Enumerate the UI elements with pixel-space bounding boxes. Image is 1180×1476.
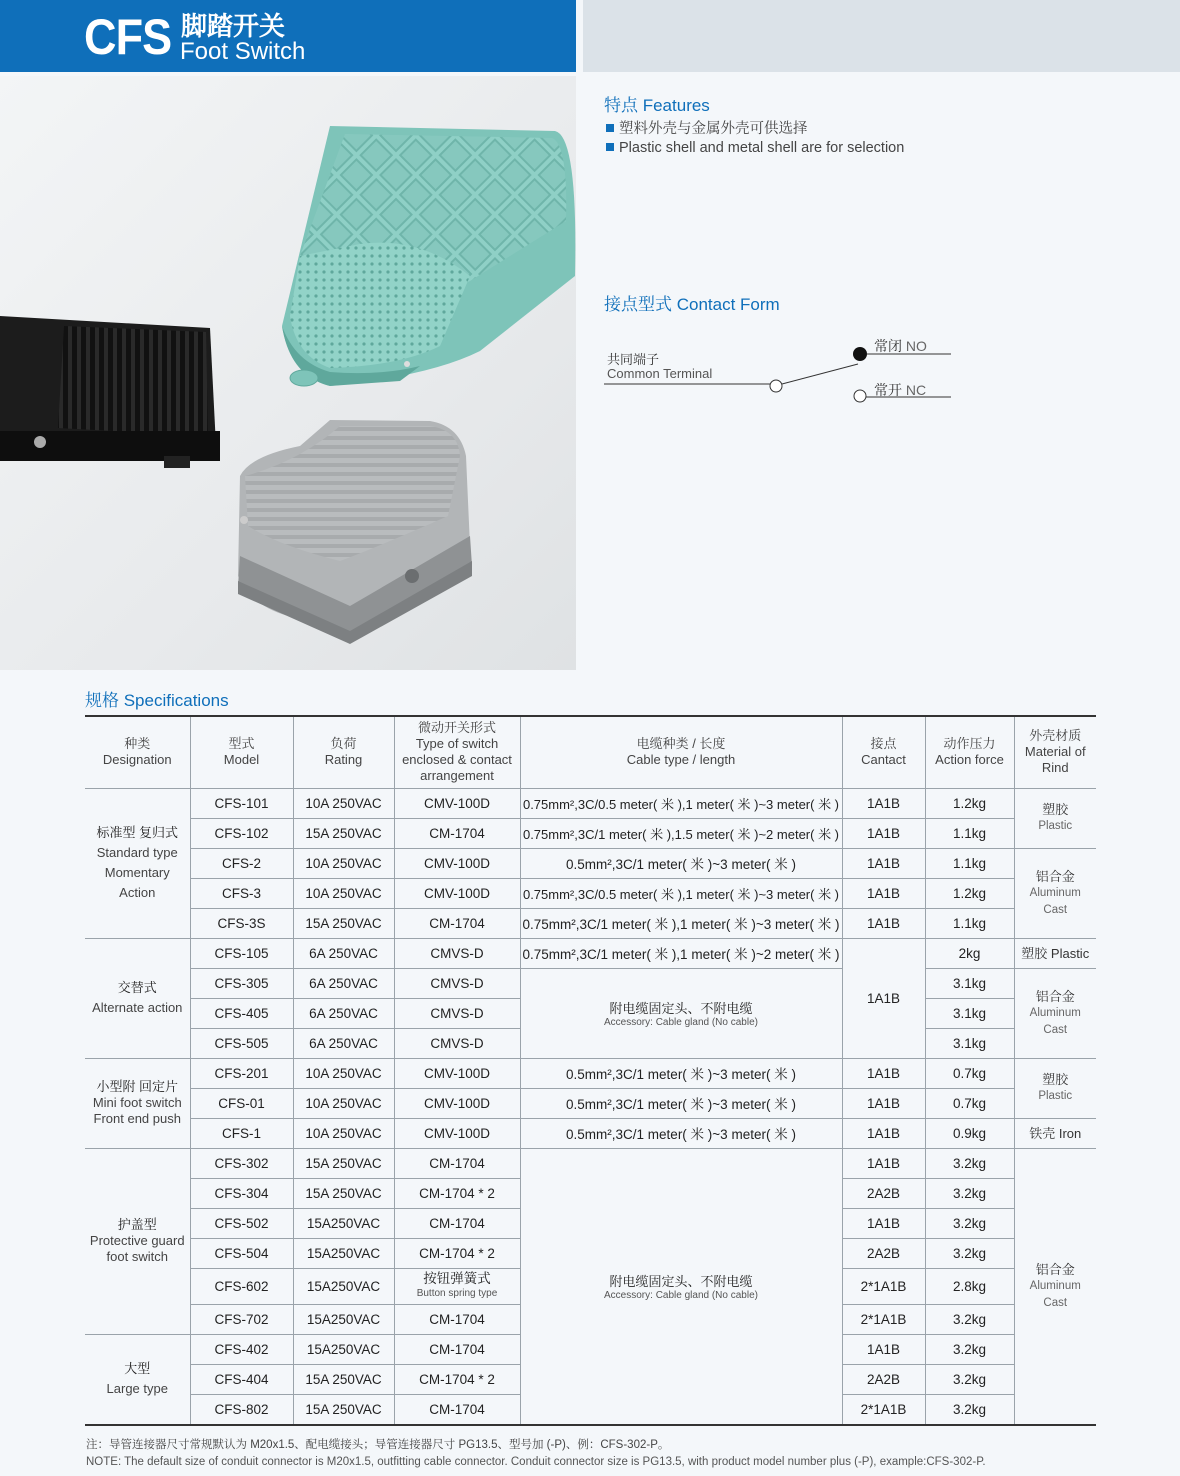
cell-contact: 1A1B — [842, 878, 925, 908]
group-alternate: 交替式 Alternate action — [85, 938, 190, 1058]
cell-contact: 2A2B — [842, 1238, 925, 1268]
cell-model: CFS-802 — [190, 1394, 293, 1425]
cell-model: CFS-505 — [190, 1028, 293, 1058]
header-switch: 微动开关形式 Type of switch enclosed & contact arrangement — [394, 716, 520, 788]
cell-rating: 10A 250VAC — [293, 848, 394, 878]
cell-contact: 1A1B — [842, 1058, 925, 1088]
cell-force: 1.2kg — [925, 788, 1014, 818]
cell-rating: 6A 250VAC — [293, 938, 394, 968]
cell-switch: CMV-100D — [394, 1058, 520, 1088]
cell-switch: CM-1704 * 2 — [394, 1364, 520, 1394]
table-row — [85, 1148, 1096, 1178]
cell-cable: 0.75mm²,3C/0.5 meter( 米 ),1 meter( 米 )~3 meter( 米 ) — [520, 788, 842, 818]
cell-switch: CM-1704 — [394, 1304, 520, 1334]
cell-cable: 0.5mm²,3C/1 meter( 米 )~3 meter( 米 ) — [520, 1118, 842, 1148]
table-row — [85, 878, 1096, 908]
cell-force: 3.2kg — [925, 1208, 1014, 1238]
bullet-square-icon — [606, 143, 614, 151]
cell-switch: CM-1704 — [394, 818, 520, 848]
cell-rating: 10A 250VAC — [293, 878, 394, 908]
cell-force: 0.9kg — [925, 1118, 1014, 1148]
cell-cable: 0.75mm²,3C/1 meter( 米 ),1.5 meter( 米 )~2 meter( 米 ) — [520, 818, 842, 848]
cell-switch: CM-1704 * 2 — [394, 1178, 520, 1208]
note-en: NOTE: The default size of conduit connector is M20x1.5, outfitting cable connector. Conduit connector size is PG13.5, with product model number plus (-P), example:CFS-302-P. — [86, 1456, 986, 1468]
cell-force: 3.2kg — [925, 1304, 1014, 1334]
feature-item: 塑料外壳与金属外壳可供选择 — [606, 117, 808, 138]
cell-contact: 1A1B — [842, 1334, 925, 1364]
group-standard: 标准型 复归式 Standard type Momentary Action — [85, 788, 190, 938]
cell-contact: 2*1A1B — [842, 1268, 925, 1304]
cell-model: CFS-602 — [190, 1268, 293, 1304]
cell-switch: CMV-100D — [394, 1088, 520, 1118]
cell-switch: CMVS-D — [394, 998, 520, 1028]
cell-force: 1.1kg — [925, 908, 1014, 938]
cell-model: CFS-305 — [190, 968, 293, 998]
cell-switch: 按钮弹簧式 Button spring type — [394, 1268, 520, 1304]
cell-force: 3.1kg — [925, 998, 1014, 1028]
cell-model: CFS-404 — [190, 1364, 293, 1394]
cell-switch: CMV-100D — [394, 788, 520, 818]
cell-rating: 6A 250VAC — [293, 1028, 394, 1058]
group-mini: 小型附 回定片 Mini foot switch Front end push — [85, 1058, 190, 1148]
cell-model: CFS-702 — [190, 1304, 293, 1334]
header-designation: 种类 Designation — [85, 716, 190, 788]
cell-contact: 2*1A1B — [842, 1394, 925, 1425]
no-label: 常开 NC — [874, 382, 927, 398]
cell-rind: 铝合金 Aluminum Cast — [1014, 848, 1096, 938]
cell-model: CFS-1 — [190, 1118, 293, 1148]
header-force: 动作压力 Action force — [925, 716, 1014, 788]
cell-model: CFS-302 — [190, 1148, 293, 1178]
cell-rating: 15A 250VAC — [293, 908, 394, 938]
table-row — [85, 968, 1096, 998]
cell-switch: CM-1704 * 2 — [394, 1238, 520, 1268]
table-header-row — [85, 716, 1096, 788]
bullet-square-icon — [606, 124, 614, 132]
cell-rating: 15A 250VAC — [293, 1394, 394, 1425]
cell-accessory: 附电缆固定头、不附电缆 Accessory: Cable gland (No cable) — [520, 1148, 842, 1425]
cell-contact: 1A1B — [842, 1208, 925, 1238]
cell-model: CFS-402 — [190, 1334, 293, 1364]
cell-model: CFS-01 — [190, 1088, 293, 1118]
cell-rating: 15A250VAC — [293, 1304, 394, 1334]
table-row — [85, 1058, 1096, 1088]
cell-switch: CMVS-D — [394, 1028, 520, 1058]
cell-force: 3.1kg — [925, 1028, 1014, 1058]
feature-item: Plastic shell and metal shell are for selection — [606, 140, 904, 156]
cell-force: 2kg — [925, 938, 1014, 968]
cell-force: 3.1kg — [925, 968, 1014, 998]
cell-switch: CM-1704 — [394, 1394, 520, 1425]
cell-force: 3.2kg — [925, 1238, 1014, 1268]
table-row — [85, 788, 1096, 818]
common-terminal-cn: 共同端子 — [607, 352, 660, 367]
cell-contact: 2A2B — [842, 1178, 925, 1208]
cell-rating: 15A250VAC — [293, 1334, 394, 1364]
cell-switch: CM-1704 — [394, 1148, 520, 1178]
note-cn: 注：导管连接器尺寸常规默认为 M20x1.5、配电缆接头；导管连接器尺寸 PG13.5、型号加 (-P)、例：CFS-302-P。 — [86, 1439, 670, 1451]
cell-switch: CM-1704 — [394, 1334, 520, 1364]
cell-rind: 铁壳 Iron — [1014, 1118, 1096, 1148]
cell-switch: CM-1704 — [394, 1208, 520, 1238]
cell-contact: 1A1B — [842, 908, 925, 938]
spec-table — [85, 715, 1096, 1426]
cell-cable: 0.5mm²,3C/1 meter( 米 )~3 meter( 米 ) — [520, 1088, 842, 1118]
cell-switch: CMVS-D — [394, 968, 520, 998]
specs-title: 规格 Specifications — [85, 691, 229, 710]
cell-accessory: 附电缆固定头、不附电缆 Accessory: Cable gland (No cable) — [520, 968, 842, 1058]
features-title: 特点 Features — [604, 96, 710, 115]
cell-force: 0.7kg — [925, 1088, 1014, 1118]
cell-model: CFS-105 — [190, 938, 293, 968]
cell-model: CFS-201 — [190, 1058, 293, 1088]
cell-rating: 15A 250VAC — [293, 818, 394, 848]
cell-model: CFS-102 — [190, 818, 293, 848]
cell-model: CFS-304 — [190, 1178, 293, 1208]
contact-form-title: 接点型式 Contact Form — [604, 295, 780, 314]
cell-rating: 10A 250VAC — [293, 788, 394, 818]
title-cn: 脚踏开关 — [181, 12, 286, 42]
cell-rind: 塑胶 Plastic — [1014, 788, 1096, 848]
cell-rating: 6A 250VAC — [293, 968, 394, 998]
cell-rating: 15A 250VAC — [293, 1364, 394, 1394]
cell-rating: 15A 250VAC — [293, 1148, 394, 1178]
cell-contact: 1A1B — [842, 818, 925, 848]
cell-force: 0.7kg — [925, 1058, 1014, 1088]
cell-rind: 铝合金 Aluminum Cast — [1014, 1148, 1096, 1425]
table-row — [85, 818, 1096, 848]
cell-contact: 1A1B — [842, 1088, 925, 1118]
cell-switch: CMV-100D — [394, 878, 520, 908]
table-row — [85, 848, 1096, 878]
cell-model: CFS-3S — [190, 908, 293, 938]
cell-rating: 15A250VAC — [293, 1238, 394, 1268]
cell-force: 1.1kg — [925, 848, 1014, 878]
cell-rating: 15A250VAC — [293, 1268, 394, 1304]
cell-contact: 1A1B — [842, 1148, 925, 1178]
cell-switch: CMV-100D — [394, 1118, 520, 1148]
cell-rating: 15A 250VAC — [293, 1178, 394, 1208]
header-rind: 外壳材质 Material of Rind — [1014, 716, 1096, 788]
table-row — [85, 1088, 1096, 1118]
cell-rating: 10A 250VAC — [293, 1058, 394, 1088]
cell-force: 3.2kg — [925, 1334, 1014, 1364]
header-bar-right — [583, 0, 1180, 72]
product-photo — [0, 76, 576, 670]
table-row — [85, 1118, 1096, 1148]
header-cable: 电缆种类 / 长度 Cable type / length — [520, 716, 842, 788]
table-row — [85, 938, 1096, 968]
cell-contact: 1A1B — [842, 788, 925, 818]
cell-rating: 15A250VAC — [293, 1208, 394, 1238]
cell-rind: 塑胶 Plastic — [1014, 1058, 1096, 1118]
cell-cable: 0.75mm²,3C/1 meter( 米 ),1 meter( 米 )~2 meter( 米 ) — [520, 938, 842, 968]
table-row — [85, 908, 1096, 938]
cell-model: CFS-504 — [190, 1238, 293, 1268]
cell-switch: CM-1704 — [394, 908, 520, 938]
nc-label: 常闭 NO — [874, 338, 927, 354]
cell-rating: 10A 250VAC — [293, 1088, 394, 1118]
product-code: CFS — [84, 9, 172, 65]
cell-model: CFS-502 — [190, 1208, 293, 1238]
cell-force: 2.8kg — [925, 1268, 1014, 1304]
cell-model: CFS-405 — [190, 998, 293, 1028]
cell-cable: 0.75mm²,3C/0.5 meter( 米 ),1 meter( 米 )~3 meter( 米 ) — [520, 878, 842, 908]
cell-force: 3.2kg — [925, 1178, 1014, 1208]
cell-model: CFS-3 — [190, 878, 293, 908]
cell-force: 3.2kg — [925, 1364, 1014, 1394]
cell-force: 3.2kg — [925, 1148, 1014, 1178]
cell-rating: 10A 250VAC — [293, 1118, 394, 1148]
header-contact: 接点 Cantact — [842, 716, 925, 788]
cell-force: 1.2kg — [925, 878, 1014, 908]
header-rating: 负荷 Rating — [293, 716, 394, 788]
cell-model: CFS-101 — [190, 788, 293, 818]
cell-contact: 2*1A1B — [842, 1304, 925, 1334]
header-model: 型式 Model — [190, 716, 293, 788]
common-terminal-en: Common Terminal — [607, 366, 713, 381]
cell-switch: CMVS-D — [394, 938, 520, 968]
cell-cable: 0.75mm²,3C/1 meter( 米 ),1 meter( 米 )~3 meter( 米 ) — [520, 908, 842, 938]
cell-rind: 塑胶 Plastic — [1014, 938, 1096, 968]
group-guard: 护盖型 Protective guard foot switch — [85, 1148, 190, 1334]
cell-switch: CMV-100D — [394, 848, 520, 878]
cell-model: CFS-2 — [190, 848, 293, 878]
title-en: Foot Switch — [180, 38, 306, 65]
cell-rating: 6A 250VAC — [293, 998, 394, 1028]
cell-contact: 2A2B — [842, 1364, 925, 1394]
foot-switch-illustration — [0, 76, 576, 670]
cell-cable: 0.5mm²,3C/1 meter( 米 )~3 meter( 米 ) — [520, 848, 842, 878]
header-banner — [0, 0, 576, 72]
group-large: 大型 Large type — [85, 1334, 190, 1425]
cell-cable: 0.5mm²,3C/1 meter( 米 )~3 meter( 米 ) — [520, 1058, 842, 1088]
cell-contact: 1A1B — [842, 938, 925, 1058]
cell-contact: 1A1B — [842, 848, 925, 878]
cell-rind: 铝合金 Aluminum Cast — [1014, 968, 1096, 1058]
cell-force: 1.1kg — [925, 818, 1014, 848]
cell-contact: 1A1B — [842, 1118, 925, 1148]
cell-force: 3.2kg — [925, 1394, 1014, 1425]
